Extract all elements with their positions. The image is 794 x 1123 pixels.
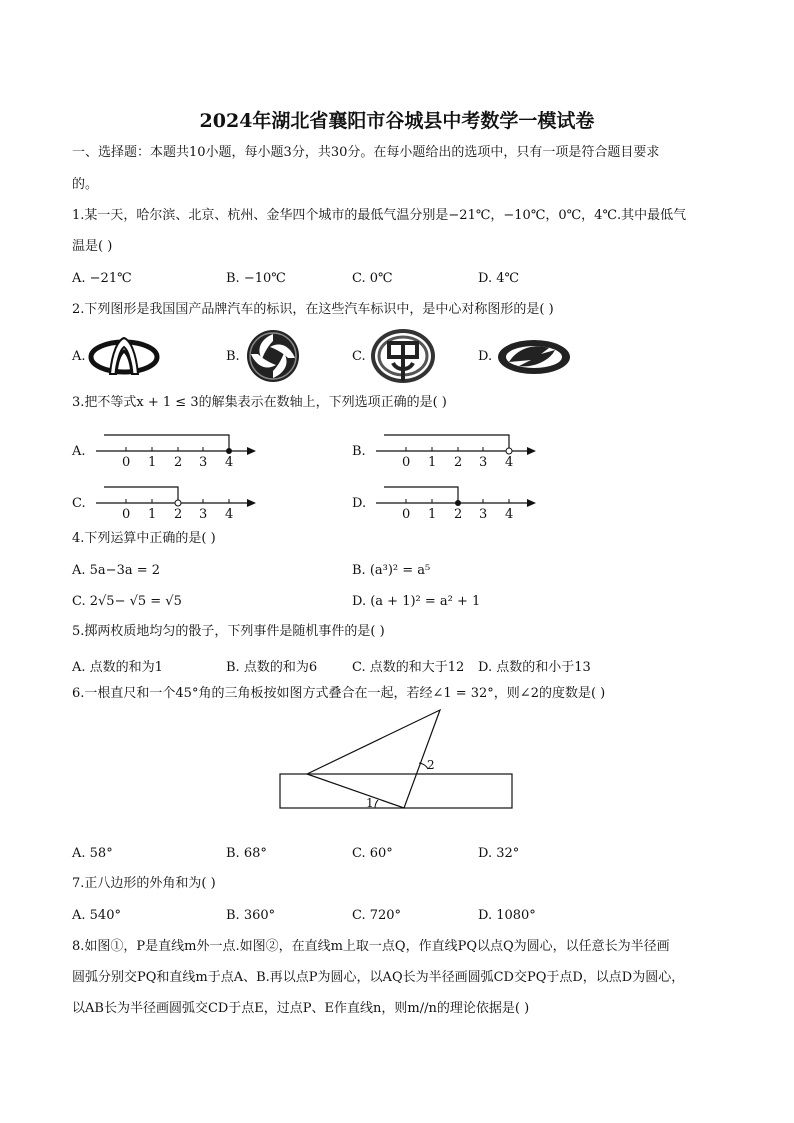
q7-stem: 7.正八边形的外角和为( )	[72, 876, 216, 891]
q1-option-c: C. 0℃	[352, 271, 393, 286]
q5-stem: 5.掷两枚质地均匀的骰子，下列事件是随机事件的是( )	[72, 624, 385, 639]
q4-option-a: A. 5a−3a = 2	[72, 563, 161, 578]
nl-b-tick-3: 3	[479, 455, 488, 470]
nl-d-tick-1: 1	[428, 507, 437, 522]
q5-option-d: D. 点数的和小于13	[478, 660, 591, 675]
q6-option-a: A. 58°	[72, 846, 113, 861]
nl-c-tick-4: 4	[225, 507, 234, 522]
nl-d-tick-4: 4	[505, 507, 514, 522]
nl-a-tick-3: 3	[199, 455, 208, 470]
q3-label-b: B.	[352, 444, 366, 459]
q7-option-b: B. 360°	[226, 908, 276, 923]
q8-stem-line3: 以AB长为半径画圆弧交CD于点E，过点P、E作直线n，则m//n的理论依据是( )	[72, 1001, 530, 1016]
q4-stem: 4.下列运算中正确的是( )	[72, 531, 216, 546]
q7-option-d: D. 1080°	[478, 908, 536, 923]
section-heading-line1: 一、选择题：本题共10小题，每小题3分，共30分。在每小题给出的选项中，只有一项是符合题目要求	[72, 145, 660, 160]
q1-option-b: B. −10℃	[226, 271, 286, 286]
q2-label-a: A.	[72, 349, 86, 364]
q1-stem-line1: 1.某一天，哈尔滨、北京、杭州、金华四个城市的最低气温分别是−21℃，−10℃，0℃，4℃.其中最低气	[72, 208, 687, 223]
q1-stem-line2: 温是( )	[72, 239, 113, 254]
q8-stem-line2: 圆弧分别交PQ和直线m于点A、B.再以点P为圆心，以AQ长为半径画圆弧CD交PQ于点D，以点D为圆心，	[72, 970, 685, 985]
q5-option-c: C. 点数的和大于12	[352, 660, 465, 675]
q6-option-d: D. 32°	[478, 846, 520, 861]
q5-option-b: B. 点数的和为6	[226, 660, 318, 675]
page-title: 2024年湖北省襄阳市谷城县中考数学一模试卷	[199, 110, 595, 132]
q4-option-d: D. (a + 1)² = a² + 1	[352, 594, 481, 609]
q6-option-b: B. 68°	[226, 846, 267, 861]
angle-1-label: 1	[366, 796, 374, 810]
nl-c-tick-1: 1	[148, 507, 157, 522]
nl-c-tick-2: 2	[174, 507, 183, 522]
car-logo-d-icon	[497, 338, 571, 376]
nl-a-tick-2: 2	[174, 455, 183, 470]
nl-b-tick-0: 0	[402, 455, 411, 470]
car-logo-c-icon	[369, 327, 437, 385]
q4-option-c: C. 2√5− √5 = √5	[72, 594, 182, 609]
angle-2-label: 2	[427, 758, 435, 772]
q2-label-b: B.	[226, 349, 240, 364]
q5-option-a: A. 点数的和为1	[72, 660, 163, 675]
q1-option-a: A. −21℃	[72, 271, 132, 286]
section-heading-line2: 的。	[72, 177, 99, 192]
nl-a-tick-1: 1	[148, 455, 157, 470]
ruler-triangle-figure	[270, 705, 530, 820]
q7-option-a: A. 540°	[72, 908, 121, 923]
car-logo-a-icon	[88, 334, 160, 380]
nl-b-tick-1: 1	[428, 455, 437, 470]
q8-stem-line1: 8.如图①，P是直线m外一点.如图②，在直线m上取一点Q，作直线PQ以点Q为圆心，以任意长为半径画	[72, 939, 670, 954]
nl-b-tick-2: 2	[454, 455, 463, 470]
car-logo-b-icon	[244, 329, 302, 383]
q7-option-c: C. 720°	[352, 908, 402, 923]
nl-c-tick-3: 3	[199, 507, 208, 522]
q3-label-c: C.	[72, 496, 86, 511]
q2-label-c: C.	[352, 349, 366, 364]
q3-label-a: A.	[72, 444, 86, 459]
nl-a-tick-4: 4	[225, 455, 234, 470]
q3-stem: 3.把不等式x + 1 ≤ 3的解集表示在数轴上，下列选项正确的是( )	[72, 395, 447, 410]
q6-stem: 6.一根直尺和一个45°角的三角板按如图方式叠合在一起，若经∠1 = 32°，则∠2的度数是( )	[72, 686, 606, 701]
q2-label-d: D.	[478, 349, 493, 364]
nl-d-tick-0: 0	[402, 507, 411, 522]
nl-a-tick-0: 0	[122, 455, 131, 470]
nl-d-tick-3: 3	[479, 507, 488, 522]
q6-option-c: C. 60°	[352, 846, 393, 861]
q2-stem: 2.下列图形是我国国产品牌汽车的标识，在这些汽车标识中，是中心对称图形的是( )	[72, 302, 554, 317]
nl-c-tick-0: 0	[122, 507, 131, 522]
nl-d-tick-2: 2	[454, 507, 463, 522]
q1-option-d: D. 4℃	[478, 271, 520, 286]
nl-b-tick-4: 4	[505, 455, 514, 470]
q3-label-d: D.	[352, 496, 367, 511]
q4-option-b: B. (a³)² = a⁵	[352, 563, 431, 578]
